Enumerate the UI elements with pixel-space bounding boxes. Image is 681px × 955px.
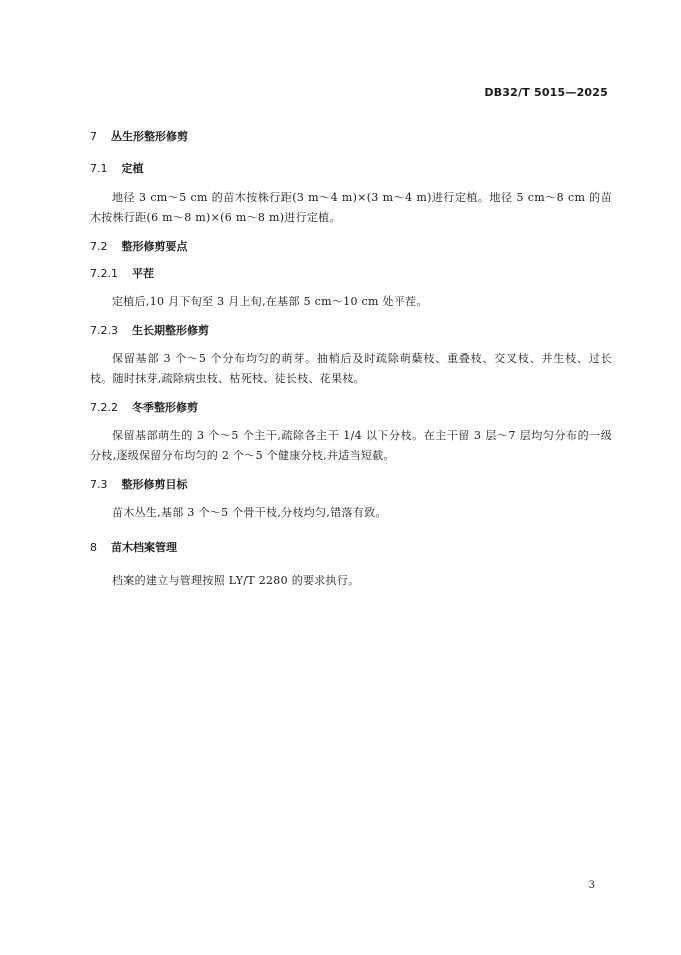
section-number: 7.2.2 <box>90 401 118 414</box>
section-7-1-text: 地径 3 cm～5 cm 的苗木按株行距(3 m～4 m)×(3 m～4 m)进行定植。地径 5 cm～8 cm 的苗木按株行距(6 m～8 m)×(6 m～8 m)进行定植。 <box>90 191 612 224</box>
page-number: 3 <box>588 880 595 891</box>
section-title: 冬季整形修剪 <box>132 401 198 414</box>
section-number: 7.2 <box>90 240 108 253</box>
section-title: 整形修剪目标 <box>121 478 188 491</box>
section-number: 8 <box>90 541 97 554</box>
section-title: 平茬 <box>132 267 154 280</box>
document-code: DB32/T 5015—2025 <box>484 86 608 99</box>
section-7-3-heading <box>90 476 612 494</box>
document-body <box>90 128 612 591</box>
section-title: 整形修剪要点 <box>121 240 188 253</box>
section-7-2-2-heading <box>90 399 612 417</box>
section-7-2-3-heading <box>90 322 612 340</box>
section-title: 定植 <box>121 162 144 175</box>
section-7-2-1-text: 定植后,10 月下旬至 3 月上旬,在基部 5 cm～10 cm 处平茬。 <box>112 295 428 308</box>
section-number: 7.2.3 <box>90 324 118 337</box>
section-title: 苗木档案管理 <box>111 541 177 554</box>
section-number: 7.1 <box>90 162 108 175</box>
section-title: 丛生形整形修剪 <box>111 130 188 143</box>
section-title: 生长期整形修剪 <box>132 324 209 337</box>
section-number: 7.3 <box>90 478 108 491</box>
section-7-3-text: 苗木丛生,基部 3 个～5 个骨干枝,分枝均匀,错落有致。 <box>112 506 387 519</box>
section-7-1-heading <box>90 160 612 178</box>
section-8-text: 档案的建立与管理按照 LY/T 2280 的要求执行。 <box>112 574 360 587</box>
section-7-2-1-heading <box>90 265 612 283</box>
section-7-heading <box>90 128 612 146</box>
section-8-heading <box>90 539 612 557</box>
section-number: 7.2.1 <box>90 267 118 280</box>
section-7-2-heading <box>90 238 612 256</box>
section-7-2-2-text: 保留基部萌生的 3 个～5 个主干,疏除各主干 1/4 以下分枝。在主干留 3 层～7 层均匀分布的一级分枝,逐级保留分布均匀的 2 个～5 个健康分枝,并适当短截。 <box>90 429 612 462</box>
section-number: 7 <box>90 130 97 143</box>
section-7-2-3-text: 保留基部 3 个～5 个分布均匀的萌芽。抽梢后及时疏除萌蘖枝、重叠枝、交叉枝、并生枝、过长枝。随时抹芽,疏除病虫枝、枯死枝、徒长枝、花果枝。 <box>90 352 612 385</box>
